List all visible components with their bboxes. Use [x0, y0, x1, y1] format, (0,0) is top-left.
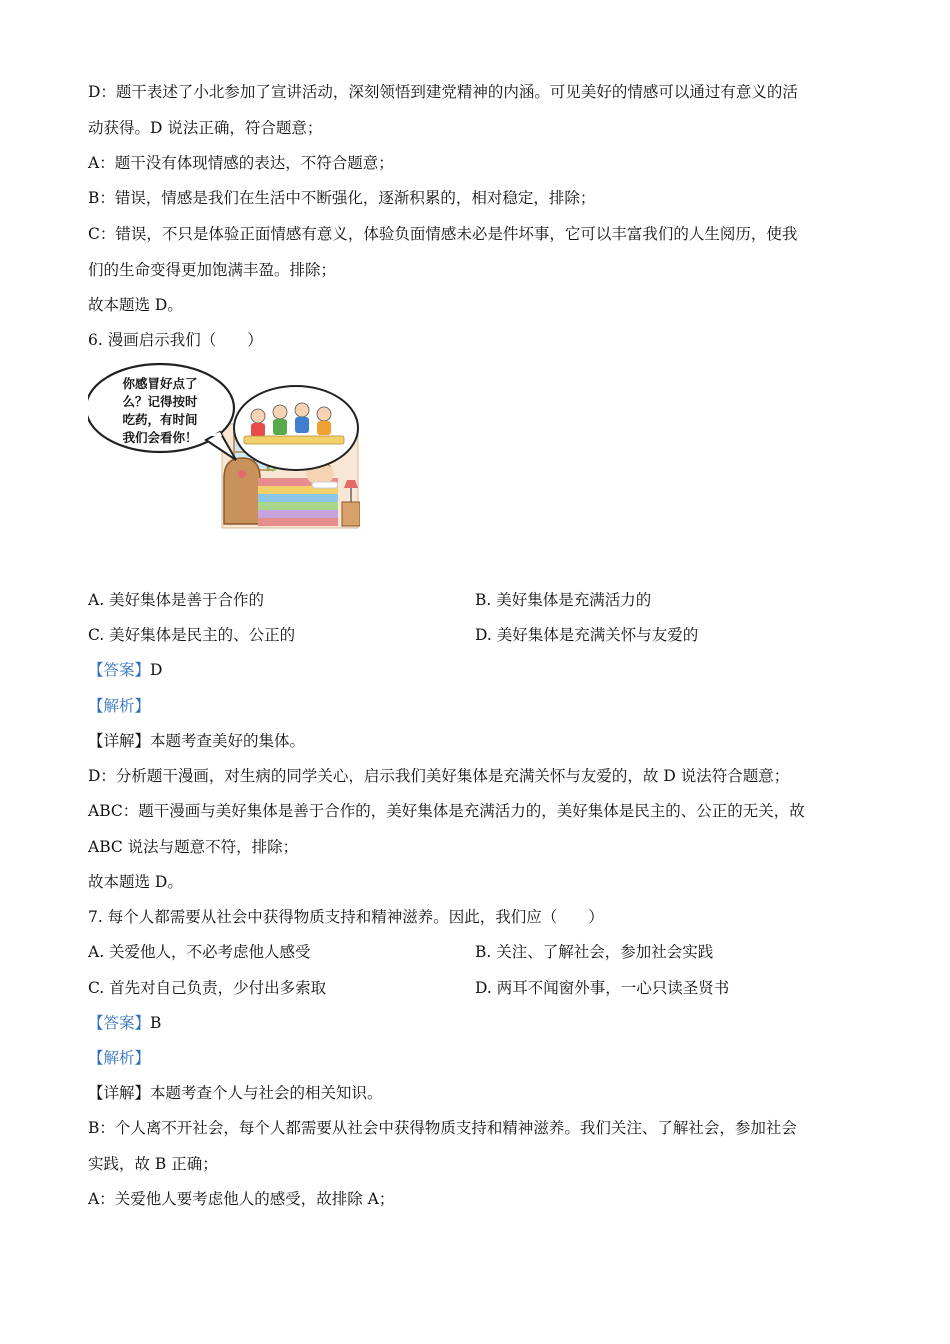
q6-d-explain: D：分析题干漫画，对生病的同学关心，启示我们美好集体是充满关怀与友爱的，故 D 说法符合题意；	[88, 767, 790, 785]
q5-explain-c-line1: C：错误，不只是体验正面情感有意义，体验负面情感未必是件坏事，它可以丰富我们的人生阅历，使我	[88, 225, 798, 243]
q7-option-a: A. 关爱他人，不必考虑他人感受	[88, 943, 311, 961]
q6-answer	[88, 660, 162, 680]
cartoon-illustration	[88, 362, 360, 530]
q7-stem: 7. 每个人都需要从社会中获得物质支持和精神滋养。因此，我们应（ ）	[88, 908, 604, 926]
q6-conclusion: 故本题选 D。	[88, 873, 183, 891]
bubble-line-2: 么？记得按时	[122, 394, 198, 409]
q6-option-c: C. 美好集体是民主的、公正的	[88, 626, 296, 644]
detail-tag: 【详解】	[88, 732, 151, 750]
q5-explain-d-line2: 动获得。D 说法正确，符合题意；	[88, 119, 323, 137]
q6-abc-line2: ABC 说法与题意不符，排除；	[88, 838, 299, 856]
analysis-tag: 【解析】	[88, 1049, 151, 1067]
q6-option-b: B. 美好集体是充满活力的	[475, 591, 652, 609]
bubble-line-1: 你感冒好点了	[122, 376, 198, 391]
q7-option-c: C. 首先对自己负责，少付出多索取	[88, 979, 327, 997]
q6-detail	[88, 731, 305, 751]
q5-conclusion: 故本题选 D。	[88, 296, 183, 314]
q6-abc-line1: ABC：题干漫画与美好集体是善于合作的，美好集体是充满活力的，美好集体是民主的、公正的无关，故	[88, 802, 805, 820]
q5-explain-b: B：错误，情感是我们在生活中不断强化，逐渐积累的，相对稳定，排除；	[88, 189, 596, 207]
q6-option-d: D. 美好集体是充满关怀与友爱的	[475, 626, 699, 644]
detail-text: 本题考查个人与社会的相关知识。	[150, 1084, 383, 1102]
q7-detail	[88, 1083, 383, 1103]
bubble-line-3: 吃药，有时间	[122, 412, 198, 427]
cartoon-svg	[88, 362, 360, 530]
q6-stem: 6. 漫画启示我们（ ）	[88, 331, 263, 349]
q6-analysis-heading	[88, 696, 150, 716]
q6-option-a: A. 美好集体是善于合作的	[88, 591, 265, 609]
q5-explain-d-line1: D：题干表述了小北参加了宣讲活动，深刻领悟到建党精神的内涵。可见美好的情感可以通过有意义的活	[88, 83, 798, 101]
answer-value: D	[150, 661, 163, 679]
q7-b-line1: B：个人离不开社会，每个人都需要从社会中获得物质支持和精神滋养。我们关注、了解社会，参加社会	[88, 1119, 797, 1137]
q5-explain-a: A：题干没有体现情感的表达，不符合题意；	[88, 154, 394, 172]
bubble-line-4: 我们会看你！	[122, 430, 198, 445]
answer-tag: 【答案】	[88, 661, 151, 679]
answer-value: B	[150, 1014, 162, 1032]
q5-explain-c-line2: 们的生命变得更加饱满丰盈。排除；	[88, 261, 337, 279]
q7-b-line2: 实践，故 B 正确；	[88, 1155, 218, 1173]
q7-analysis-heading	[88, 1048, 150, 1068]
q7-option-b: B. 关注、了解社会，参加社会实践	[475, 943, 714, 961]
q7-option-d: D. 两耳不闻窗外事，一心只读圣贤书	[475, 979, 730, 997]
detail-text: 本题考查美好的集体。	[150, 732, 306, 750]
q7-answer	[88, 1013, 161, 1033]
analysis-tag: 【解析】	[88, 697, 151, 715]
detail-tag: 【详解】	[88, 1084, 151, 1102]
q7-a-explain: A：关爱他人要考虑他人的感受，故排除 A；	[88, 1190, 395, 1208]
answer-tag: 【答案】	[88, 1014, 151, 1032]
